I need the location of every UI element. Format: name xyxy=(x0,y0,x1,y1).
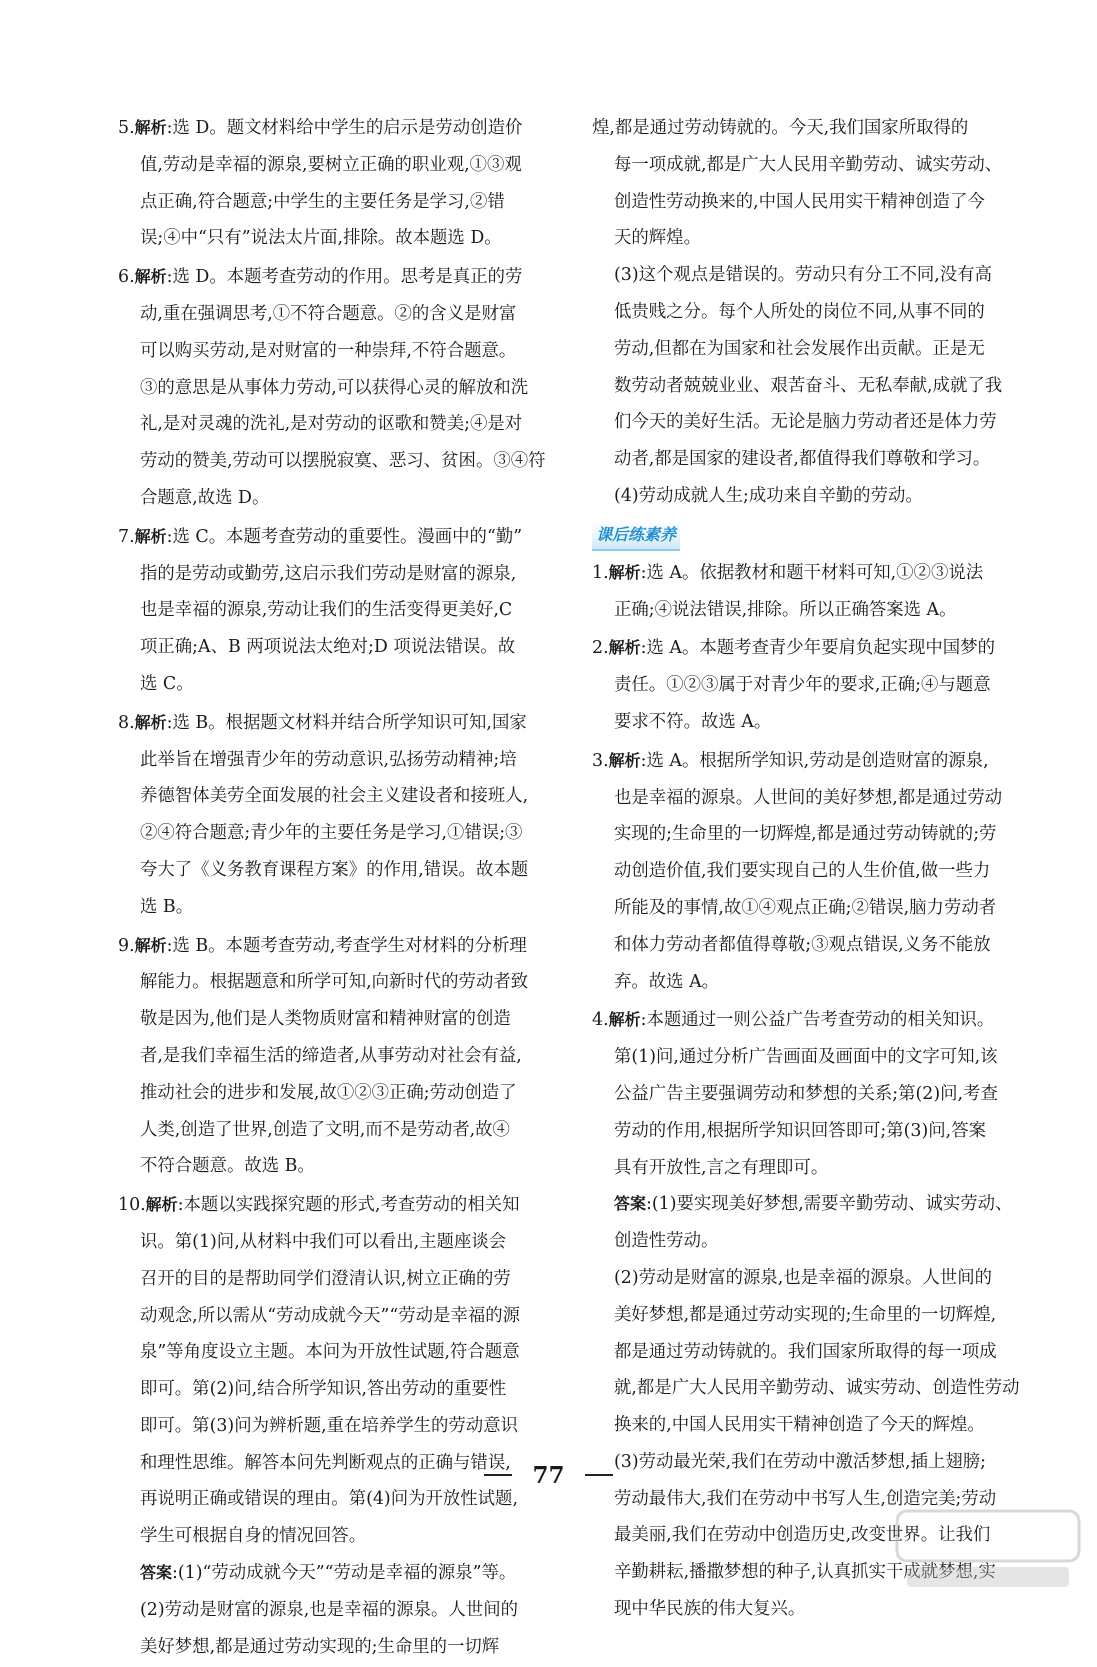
text-segment: 2. xyxy=(592,638,609,659)
text-line xyxy=(592,743,1077,780)
answer-tag: 答案 xyxy=(140,1563,173,1583)
section-title: 课后练素养 xyxy=(592,521,680,551)
text-segment: :本题以实践探究题的形式,考查劳动的相关知 xyxy=(177,1195,520,1216)
text-segment: 数劳动者兢兢业业、艰苦奋斗、无私奉献,成就了我 xyxy=(614,375,1003,396)
answer-item xyxy=(592,630,1077,740)
text-segment: 正确;④说法错误,排除。所以正确答案选 A。 xyxy=(614,599,957,620)
footer-dash-right xyxy=(585,1474,613,1476)
text-line xyxy=(592,1002,1077,1039)
text-segment: 敬是因为,他们是人类物质财富和精神财富的创造 xyxy=(140,1009,511,1030)
text-segment: :选 B。本题考查劳动,考查学生对材料的分析理 xyxy=(166,935,527,956)
answer-tag: 解析 xyxy=(134,526,167,546)
text-line xyxy=(118,964,603,1001)
text-line xyxy=(592,1113,1077,1150)
text-segment: 和理性思维。解答本问先判断观点的正确与错误, xyxy=(140,1452,511,1473)
text-segment: 劳动最伟大,我们在劳动中书写人生,创造完美;劳动 xyxy=(614,1488,997,1509)
text-line xyxy=(592,704,1077,741)
answer-item xyxy=(118,259,603,517)
answer-tag: 解析 xyxy=(134,935,167,955)
answer-tag: 解析 xyxy=(134,712,167,732)
text-line xyxy=(592,667,1077,704)
text-line xyxy=(118,815,603,852)
text-segment: 4. xyxy=(592,1010,609,1031)
answer-tag: 解析 xyxy=(145,1195,178,1215)
text-segment: 都是通过劳动铸就的。我们国家所取得的每一项成 xyxy=(614,1341,997,1362)
text-segment: 天的辉煌。 xyxy=(614,228,701,249)
text-line xyxy=(592,592,1077,629)
text-segment: 现中华民族的伟大复兴。 xyxy=(614,1599,806,1620)
text-line xyxy=(118,1261,603,1298)
watermark-logo xyxy=(893,1505,1083,1593)
answer-item xyxy=(118,705,603,926)
text-line xyxy=(592,1039,1077,1076)
answer-tag: 解析 xyxy=(134,267,167,287)
text-segment: 劳动的赞美,劳动可以摆脱寂寞、恶习、贫困。③④符 xyxy=(140,451,546,472)
text-segment: (2)劳动是财富的源泉,也是幸福的源泉。人世间的 xyxy=(614,1267,992,1288)
text-line xyxy=(592,404,1077,441)
text-line xyxy=(592,441,1077,478)
text-segment: 学生可根据自身的情况回答。 xyxy=(140,1526,367,1547)
text-segment: :选 B。根据题文材料并结合所学知识可知,国家 xyxy=(166,712,527,733)
text-segment: (3)这个观点是错误的。劳动只有分工不同,没有高 xyxy=(614,265,992,286)
text-segment: ②④符合题意;青少年的主要任务是学习,①错误;③ xyxy=(140,823,523,844)
text-line xyxy=(118,1224,603,1261)
text-segment: :(1)要实现美好梦想,需要辛勤劳动、诚实劳动、 xyxy=(646,1194,1013,1215)
text-line xyxy=(592,816,1077,853)
text-line xyxy=(592,927,1077,964)
text-segment: 创造性劳动换来的,中国人民用实干精神创造了今 xyxy=(614,191,985,212)
text-line xyxy=(118,406,603,443)
text-line xyxy=(592,1223,1077,1260)
text-line xyxy=(592,220,1077,257)
text-line xyxy=(592,1591,1077,1628)
text-segment: 项正确;A、B 两项说法太绝对;D 项说法错误。故 xyxy=(140,637,516,658)
text-segment: 点正确,符合题意;中学生的主要任务是学习,②错 xyxy=(140,191,505,212)
text-segment: 8. xyxy=(118,712,135,733)
answer-tag: 解析 xyxy=(608,562,641,582)
text-line xyxy=(592,1297,1077,1334)
text-line xyxy=(592,1334,1077,1371)
answer-item xyxy=(592,555,1077,629)
text-segment: 养德智体美劳全面发展的社会主义建设者和接班人, xyxy=(140,786,529,807)
text-line xyxy=(118,852,603,889)
text-segment: 弃。故选 A。 xyxy=(614,971,720,992)
text-segment: 7. xyxy=(118,526,135,547)
text-line xyxy=(592,555,1077,592)
answer-item xyxy=(118,928,603,1186)
text-segment: 值,劳动是幸福的源泉,要树立正确的职业观,①③观 xyxy=(140,154,522,175)
text-segment: (4)劳动成就人生;成功来自辛勤的劳动。 xyxy=(614,485,923,506)
text-segment: 劳动,但都在为国家和社会发展作出贡献。正是无 xyxy=(614,338,985,359)
text-segment: 选 B。 xyxy=(140,896,194,917)
text-segment: 就,都是广大人民用辛勤劳动、诚实劳动、创造性劳动 xyxy=(614,1378,1020,1399)
text-segment: 换来的,中国人民用实干精神创造了今天的辉煌。 xyxy=(614,1415,985,1436)
text-segment: 人类,创造了世界,创造了文明,而不是劳动者,故④ xyxy=(140,1119,510,1140)
text-segment: 们今天的美好生活。无论是脑力劳动者还是体力劳 xyxy=(614,412,997,433)
text-line xyxy=(118,889,603,926)
text-line xyxy=(118,1148,603,1185)
text-segment: 者,是我们幸福生活的缔造者,从事劳动对社会有益, xyxy=(140,1045,522,1066)
text-line xyxy=(118,1187,603,1224)
answer-item xyxy=(118,519,603,703)
text-segment: 不符合题意。故选 B。 xyxy=(140,1156,315,1177)
text-line xyxy=(592,1260,1077,1297)
text-segment: 辛勤耕耘,播撒梦想的种子,认真抓实干成就梦想,实 xyxy=(614,1562,996,1583)
text-segment: ③的意思是从事体力劳动,可以获得心灵的解放和洗 xyxy=(140,377,529,398)
text-segment: 美好梦想,都是通过劳动实现的;生命里的一切辉煌, xyxy=(614,1304,997,1325)
text-segment: 夸大了《义务教育课程方案》的作用,错误。故本题 xyxy=(140,859,529,880)
text-line xyxy=(118,1408,603,1445)
text-line xyxy=(118,1592,603,1629)
text-line xyxy=(118,110,603,147)
text-line xyxy=(592,890,1077,927)
text-line xyxy=(118,480,603,517)
text-segment: 解能力。根据题意和所学可知,向新时代的劳动者致 xyxy=(140,972,529,993)
text-line xyxy=(118,705,603,742)
text-line xyxy=(118,1112,603,1149)
text-line xyxy=(118,1298,603,1335)
text-segment: 动创造价值,我们要实现自己的人生价值,做一些力 xyxy=(614,861,991,882)
text-line xyxy=(118,1629,603,1666)
text-segment: 10. xyxy=(118,1195,146,1216)
text-segment: 动,重在强调思考,①不符合题意。②的含义是财富 xyxy=(140,303,517,324)
text-line xyxy=(592,184,1077,221)
text-segment: 美好梦想,都是通过劳动实现的;生命里的一切辉 xyxy=(140,1636,500,1657)
text-segment: 合题意,故选 D。 xyxy=(140,487,270,508)
text-line xyxy=(118,443,603,480)
text-segment: 实现的;生命里的一切辉煌,都是通过劳动铸就的;劳 xyxy=(614,824,997,845)
answer-tag: 解析 xyxy=(134,118,167,137)
text-segment: 识。第(1)问,从材料中我们可以看出,主题座谈会 xyxy=(140,1231,507,1252)
text-line xyxy=(592,780,1077,817)
text-segment: 即可。第(2)问,结合所学知识,答出劳动的重要性 xyxy=(140,1379,507,1400)
text-segment: (3)劳动最光荣,我们在劳动中激活梦想,插上翅膀; xyxy=(614,1451,986,1472)
text-segment: 5. xyxy=(118,118,135,138)
text-segment: 动者,都是国家的建设者,都值得我们尊敬和学习。 xyxy=(614,449,991,470)
text-segment: :(1)“劳动成就今天”“劳动是幸福的源泉”等。 xyxy=(172,1563,517,1584)
text-segment: 此举旨在增强青少年的劳动意识,弘扬劳动精神;培 xyxy=(140,749,517,770)
text-segment: 创造性劳动。 xyxy=(614,1231,719,1252)
text-segment: 9. xyxy=(118,935,135,956)
text-line xyxy=(592,1370,1077,1407)
text-segment: 所能及的事情,故①④观点正确;②错误,脑力劳动者 xyxy=(614,897,997,918)
answer-item xyxy=(118,1187,603,1665)
text-segment: :选 A。本题考查青少年要肩负起实现中国梦的 xyxy=(640,638,995,659)
text-line xyxy=(118,1038,603,1075)
right-column xyxy=(592,110,1077,1630)
text-segment: 和体力劳动者都值得尊敬;③观点错误,义务不能放 xyxy=(614,934,991,955)
page-footer xyxy=(0,1452,1097,1495)
text-segment: :选 D。题文材料给中学生的启示是劳动创造价 xyxy=(166,118,523,138)
text-line xyxy=(592,331,1077,368)
text-segment: 煌,都是通过劳动铸就的。今天,我们国家所取得的 xyxy=(592,118,969,138)
answer-tag: 答案 xyxy=(614,1194,647,1214)
text-segment: :选 A。根据所学知识,劳动是创造财富的源泉, xyxy=(640,750,989,771)
text-line xyxy=(592,1150,1077,1187)
text-segment: 召开的目的是帮助同学们澄清认识,树立正确的劳 xyxy=(140,1268,511,1289)
text-segment: 误;④中“只有”说法太片面,排除。故本题选 D。 xyxy=(140,228,502,249)
text-line xyxy=(592,1076,1077,1113)
text-line xyxy=(118,296,603,333)
text-segment: 泉”等角度设立主题。本问为开放性试题,符合题意 xyxy=(140,1342,520,1363)
text-segment: 每一项成就,都是广大人民用辛勤劳动、诚实劳动、 xyxy=(614,154,1003,175)
text-segment: 责任。①②③属于对青少年的要求,正确;④与题意 xyxy=(614,675,991,696)
page-number: 77 xyxy=(532,1461,565,1489)
answer-tag: 解析 xyxy=(608,750,641,770)
text-segment: 要求不符。故选 A。 xyxy=(614,711,772,732)
text-segment: 动观念,所以需从“劳动成就今天”“劳动是幸福的源 xyxy=(140,1305,521,1326)
text-segment: 选 C。 xyxy=(140,673,194,694)
text-line xyxy=(592,147,1077,184)
text-segment: 3. xyxy=(592,750,609,771)
text-segment: 第(1)问,通过分析广告画面及画面中的文字可知,该 xyxy=(614,1047,998,1068)
text-line xyxy=(118,666,603,703)
text-line xyxy=(118,1334,603,1371)
answer-tag: 解析 xyxy=(608,1010,641,1030)
text-line xyxy=(592,964,1077,1001)
text-segment: 也是幸福的源泉。人世间的美好梦想,都是通过劳动 xyxy=(614,787,1003,808)
text-segment: 1. xyxy=(592,562,609,583)
text-segment: 最美丽,我们在劳动中创造历史,改变世界。让我们 xyxy=(614,1525,991,1546)
text-line xyxy=(118,1075,603,1112)
text-line xyxy=(592,1186,1077,1223)
answer-item xyxy=(592,743,1077,1001)
text-line xyxy=(118,556,603,593)
text-segment: :选 D。本题考查劳动的作用。思考是真正的劳 xyxy=(166,267,523,288)
text-line xyxy=(118,629,603,666)
text-line xyxy=(118,220,603,257)
text-segment: :选 A。依据教材和题干材料可知,①②③说法 xyxy=(640,562,984,583)
text-line xyxy=(592,1407,1077,1444)
text-segment: 劳动的作用,根据所学知识回答即可;第(3)问,答案 xyxy=(614,1120,986,1141)
text-segment: (2)劳动是财富的源泉,也是幸福的源泉。人世间的 xyxy=(140,1599,518,1620)
text-line xyxy=(118,259,603,296)
text-line xyxy=(118,1518,603,1555)
text-segment: 推动社会的进步和发展,故①②③正确;劳动创造了 xyxy=(140,1082,517,1103)
right-column-top xyxy=(592,110,1077,515)
text-line xyxy=(592,368,1077,405)
text-line xyxy=(118,147,603,184)
text-line xyxy=(592,478,1077,515)
text-line xyxy=(118,370,603,407)
text-line xyxy=(118,592,603,629)
footer-dash-left xyxy=(484,1474,512,1476)
text-segment: 指的是劳动或勤劳,这启示我们劳动是财富的源泉, xyxy=(140,563,517,584)
text-line xyxy=(118,184,603,221)
text-segment: 低贵贱之分。每个人所处的岗位不同,从事不同的 xyxy=(614,301,985,322)
text-line xyxy=(592,257,1077,294)
text-segment: 即可。第(3)问为辨析题,重在培养学生的劳动意识 xyxy=(140,1415,518,1436)
text-line xyxy=(118,333,603,370)
text-line xyxy=(118,742,603,779)
text-line xyxy=(118,1001,603,1038)
text-line xyxy=(118,778,603,815)
text-segment: 可以购买劳动,是对财富的一种崇拜,不符合题意。 xyxy=(140,340,517,361)
text-segment: 具有开放性,言之有理即可。 xyxy=(614,1157,829,1178)
text-line xyxy=(118,928,603,965)
answer-item xyxy=(592,110,1077,515)
text-line xyxy=(592,630,1077,667)
text-line xyxy=(592,853,1077,890)
text-line xyxy=(592,110,1077,147)
answer-tag: 解析 xyxy=(608,638,641,658)
text-line xyxy=(118,519,603,556)
text-segment: 礼,是对灵魂的洗礼,是对劳动的讴歌和赞美;④是对 xyxy=(140,414,523,435)
answer-item xyxy=(118,110,603,257)
text-segment: 也是幸福的源泉,劳动让我们的生活变得更美好,C xyxy=(140,600,513,621)
text-segment: 再说明正确或错误的理由。第(4)问为开放性试题, xyxy=(140,1489,518,1510)
text-line xyxy=(592,294,1077,331)
text-segment: 6. xyxy=(118,267,135,288)
text-line xyxy=(118,1371,603,1408)
text-segment: :选 C。本题考查劳动的重要性。漫画中的“勤” xyxy=(166,526,523,547)
left-column xyxy=(118,110,603,1667)
text-segment: 公益广告主要强调劳动和梦想的关系;第(2)问,考查 xyxy=(614,1083,998,1104)
text-line xyxy=(118,1555,603,1592)
text-segment: :本题通过一则公益广告考查劳动的相关知识。 xyxy=(640,1010,995,1031)
